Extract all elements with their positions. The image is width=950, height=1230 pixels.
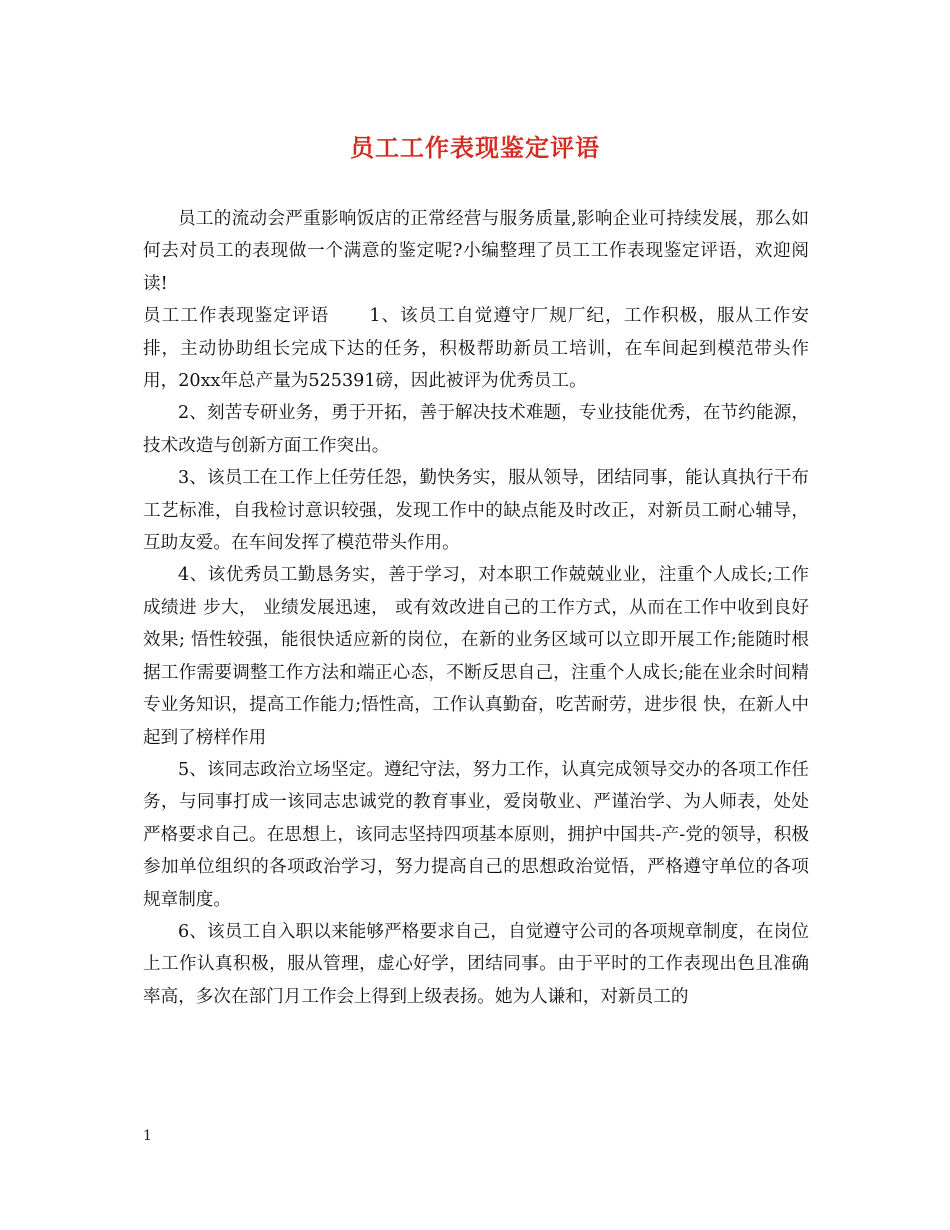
intro-paragraph: 员工的流动会严重影响饭店的正常经营与服务质量,影响企业可持续发展，那么如何去对员工的表现做一个满意的鉴定呢?小编整理了员工工作表现鉴定评语，欢迎阅读! xyxy=(143,209,809,294)
section-heading: 员工工作表现鉴定评语 xyxy=(143,306,330,327)
evaluation-item-4: 4、该优秀员工勤恳务实，善于学习，对本职工作兢兢业业，注重个人成长;工作成绩进 步大， 业绩发展迅速， 或有效改进自己的工作方式，从而在工作中收到良好效果; 悟性较强，能很快适应新的岗位，在新的业务区域可以立即开展工作;能随时根据工作需要调整工作方法和端正心态，不断反思自己，注重个人成长;能在业余时间精专业务知识，提高工作能力;悟性高，工作认真勤奋，吃苦耐劳，进步很 快，在新人中起到了榜样作用 xyxy=(143,565,809,748)
page-number: 1 xyxy=(143,1128,152,1144)
first-item-paragraph xyxy=(143,300,809,397)
evaluation-item-5: 5、该同志政治立场坚定。遵纪守法，努力工作，认真完成领导交办的各项工作任务，与同事打成一该同志忠诚党的教育事业，爱岗敬业、严谨治学、为人师表，处处严格要求自己。在思想上，该同志坚持四项基本原则，拥护中国共-产-党的领导，积极参加单位组织的各项政治学习，努力提高自己的思想政治觉悟，严格遵守单位的各项规章制度。 xyxy=(143,759,809,910)
document-title: 员工工作表现鉴定评语 xyxy=(350,133,600,162)
evaluation-item-3: 3、该员工在工作上任劳任怨，勤快务实，服从领导，团结同事，能认真执行干布工艺标准，自我检讨意识较强，发现工作中的缺点能及时改正，对新员工耐心辅导，互助友爱。在车间发挥了模范带头作用。 xyxy=(143,468,809,554)
document-body xyxy=(143,203,809,1013)
evaluation-item-6: 6、该员工自入职以来能够严格要求自己，自觉遵守公司的各项规章制度，在岗位上工作认真积极，服从管理，虚心好学，团结同事。由于平时的工作表现出色且准确率高，多次在部门月工作会上得到上级表扬。她为人谦和，对新员工的 xyxy=(143,921,809,1007)
evaluation-item-2: 2、刻苦专研业务，勇于开拓，善于解决技术难题，专业技能优秀，在节约能源，技术改造与创新方面工作突出。 xyxy=(143,403,809,456)
evaluation-item-1: 1、该员工自觉遵守厂规厂纪，工作积极，服从工作安排，主动协助组长完成下达的任务，积极帮助新员工培训，在车间起到模范带头作用，20xx年总产量为525391磅，因此被评为优秀员工。 xyxy=(143,306,809,392)
